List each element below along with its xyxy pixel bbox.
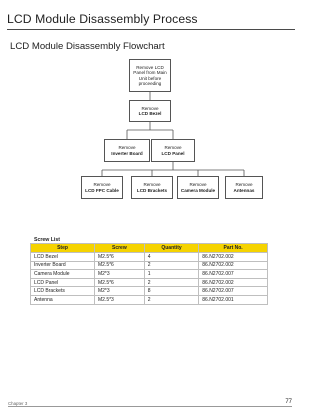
table-cell: 86.N2702.007: [199, 287, 268, 296]
flow-box-brackets-line1: Remove: [143, 182, 161, 188]
table-cell: 2: [144, 295, 199, 304]
flow-box-lcd-panel: [151, 139, 195, 162]
footer-divider: [8, 406, 292, 407]
section-title: LCD Module Disassembly Flowchart: [10, 41, 165, 52]
flow-box-camera-module: [177, 176, 219, 199]
table-cell: M2*3: [94, 270, 144, 279]
column-header-part-no: Part No.: [199, 244, 268, 253]
table-row: [31, 287, 268, 296]
column-header-quantity: Quantity: [144, 244, 199, 253]
page-title: LCD Module Disassembly Process: [7, 12, 295, 30]
table-cell: 86.N2702.001: [199, 295, 268, 304]
table-cell: Inverter Board: [31, 261, 95, 270]
flow-box-inverter-line2: Inverter Board: [111, 150, 143, 156]
table-cell: 86.N2702.002: [199, 261, 268, 270]
table-cell: 86.N2702.007: [199, 270, 268, 279]
table-row: [31, 253, 268, 262]
table-cell: Camera Module: [31, 270, 95, 279]
screw-table-header-row: [31, 244, 268, 253]
table-cell: M2.5*3: [94, 295, 144, 304]
flow-box-panel-line1: Remove: [164, 145, 182, 151]
footer-chapter: Chapter 3: [8, 401, 28, 406]
flow-box-lcd-bezel: [129, 100, 171, 122]
table-row: [31, 270, 268, 279]
table-cell: 86.N2702.002: [199, 253, 268, 262]
table-row: [31, 295, 268, 304]
table-cell: M2.5*6: [94, 278, 144, 287]
table-cell: LCD Brackets: [31, 287, 95, 296]
table-cell: 2: [144, 261, 199, 270]
screw-list-title: Screw List: [34, 237, 60, 243]
flow-box-start-line4: proceeding: [138, 80, 162, 86]
flow-box-start-line3: Unit before: [138, 75, 162, 81]
flow-box-panel-line2: LCD Panel: [161, 150, 185, 156]
flow-box-antennas-line1: Remove: [235, 182, 253, 188]
flow-box-camera-line1: Remove: [189, 182, 207, 188]
table-cell: 86.N2702.002: [199, 278, 268, 287]
flow-box-lcd-fpc-cable: [81, 176, 123, 199]
table-cell: 1: [144, 270, 199, 279]
flow-box-inverter-line1: Remove: [118, 145, 136, 151]
flow-box-fpc-line1: Remove: [93, 182, 111, 188]
table-cell: 4: [144, 253, 199, 262]
table-cell: Antenna: [31, 295, 95, 304]
column-header-screw: Screw: [94, 244, 144, 253]
flow-box-start: [129, 59, 171, 92]
flow-box-start-line2: Panel from Main: [133, 70, 167, 76]
table-cell: M2.5*6: [94, 253, 144, 262]
flow-box-lcd-brackets: [131, 176, 173, 199]
flow-box-antennas: [225, 176, 263, 199]
table-cell: 2: [144, 278, 199, 287]
flow-box-brackets-line2: LCD Brackets: [136, 187, 168, 193]
table-row: [31, 261, 268, 270]
flow-box-lcd-bezel-line2: LCD Bezel: [138, 111, 162, 116]
table-cell: M2*3: [94, 287, 144, 296]
column-header-step: Step: [31, 244, 95, 253]
flow-box-lcd-bezel-line1: Remove: [141, 105, 159, 111]
page-number: 77: [285, 399, 292, 405]
table-row: [31, 278, 268, 287]
flow-box-inverter-board: [104, 139, 150, 162]
flow-box-start-line1: Remove LCD: [136, 64, 164, 70]
table-cell: LCD Bezel: [31, 253, 95, 262]
flow-box-antennas-line2: Antennas: [233, 187, 255, 193]
flow-box-camera-line2: Camera Module: [180, 187, 216, 193]
table-cell: M2.5*6: [94, 261, 144, 270]
table-cell: LCD Panel: [31, 278, 95, 287]
table-cell: 8: [144, 287, 199, 296]
screw-list-table: [30, 243, 268, 305]
flow-box-fpc-line2: LCD FPC Cable: [85, 187, 119, 193]
